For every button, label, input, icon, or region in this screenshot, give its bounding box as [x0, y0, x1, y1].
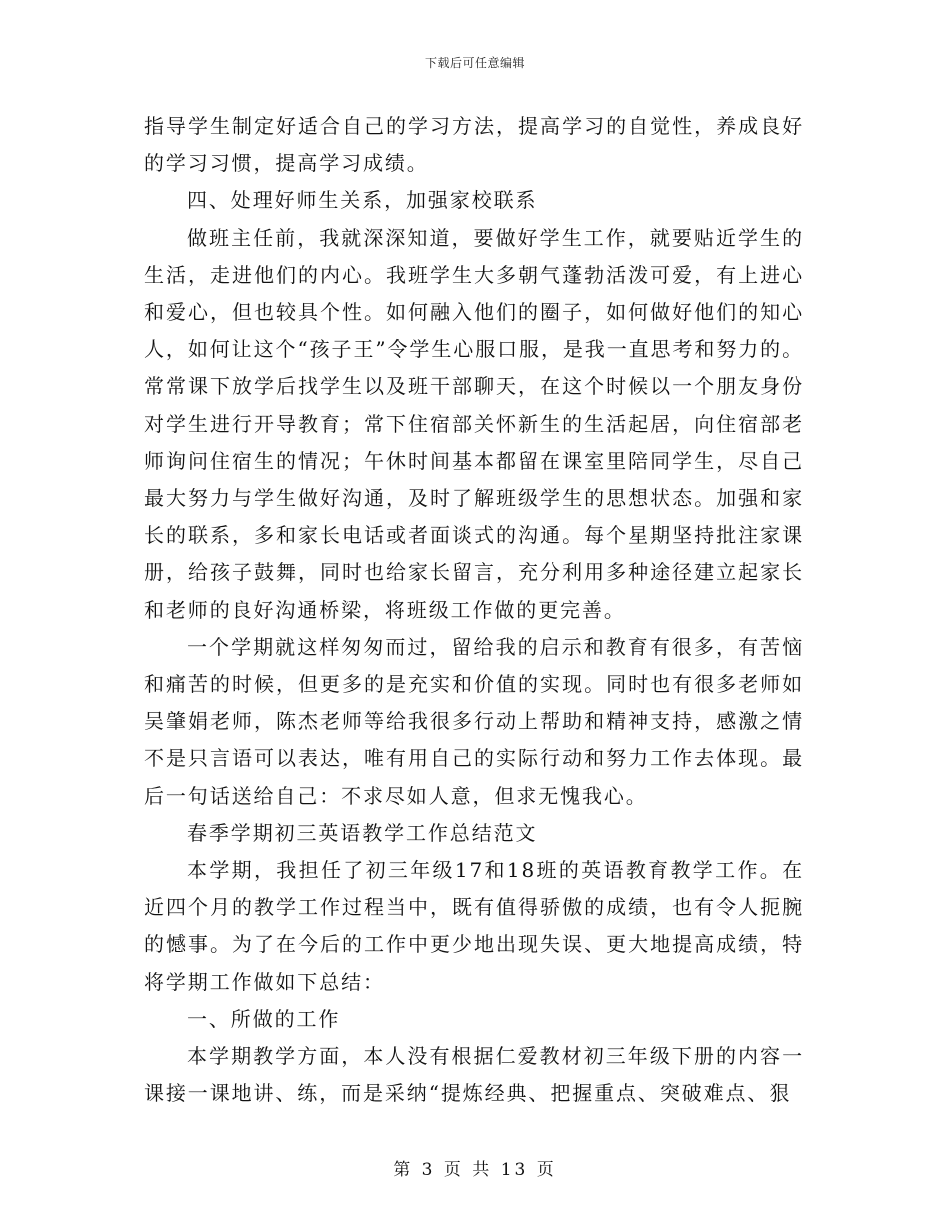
section-heading-1: 一、所做的工作 — [187, 1006, 341, 1031]
paragraph-5: 本学期教学方面，本人没有根据仁爱教材初三年级下册的内容一课接一课地讲、练，而是采纳“提炼经典、把握重点、突破难点、狠 — [144, 1044, 804, 1106]
section-heading-4: 四、处理好师生关系，加强家校联系 — [187, 188, 538, 213]
paragraph-1: 指导学生制定好适合自己的学习方法，提高学习的自觉性，养成良好的学习习惯，提高学习成绩。 — [144, 114, 804, 176]
paragraph-4: 本学期，我担任了初三年级17和18班的英语教育教学工作。在近四个月的教学工作过程当中，既有值得骄傲的成绩，也有令人扼腕的憾事。为了在今后的工作中更少地出现失误、更大地提高成绩，特将学期工作做如下总结： — [144, 858, 804, 994]
document-body — [144, 108, 804, 1112]
document-title: 春季学期初三英语教学工作总结范文 — [187, 820, 538, 845]
paragraph-2: 做班主任前，我就深深知道，要做好学生工作，就要贴近学生的生活，走进他们的内心。我班学生大多朝气蓬勃活泼可爱，有上进心和爱心，但也较具个性。如何融入他们的圈子，如何做好他们的知心人，如何让这个“孩子王”令学生心服口服，是我一直思考和努力的。常常课下放学后找学生以及班干部聊天，在这个时候以一个朋友身份对学生进行开导教育；常下住宿部关怀新生的生活起居，向住宿部老师询问住宿生的情况；午休时间基本都留在课室里陪同学生，尽自己最大努力与学生做好沟通，及时了解班级学生的思想状态。加强和家长的联系，多和家长电话或者面谈式的沟通。每个星期坚持批注家课册，给孩子鼓舞，同时也给家长留言，充分利用多种途径建立起家长和老师的良好沟通桥梁，将班级工作做的更完善。 — [144, 225, 804, 622]
page-header: 下载后可任意编辑 — [424, 56, 525, 70]
paragraph-3: 一个学期就这样匆匆而过，留给我的启示和教育有很多，有苦恼和痛苦的时候，但更多的是充实和价值的实现。同时也有很多老师如吴肇娟老师，陈杰老师等给我很多行动上帮助和精神支持，感激之情不是只言语可以表达，唯有用自己的实际行动和努力工作去体现。最后一句话送给自己：不求尽如人意，但求无愧我心。 — [144, 634, 804, 808]
page-number: 第 3 页 共 13 页 — [393, 1160, 557, 1180]
